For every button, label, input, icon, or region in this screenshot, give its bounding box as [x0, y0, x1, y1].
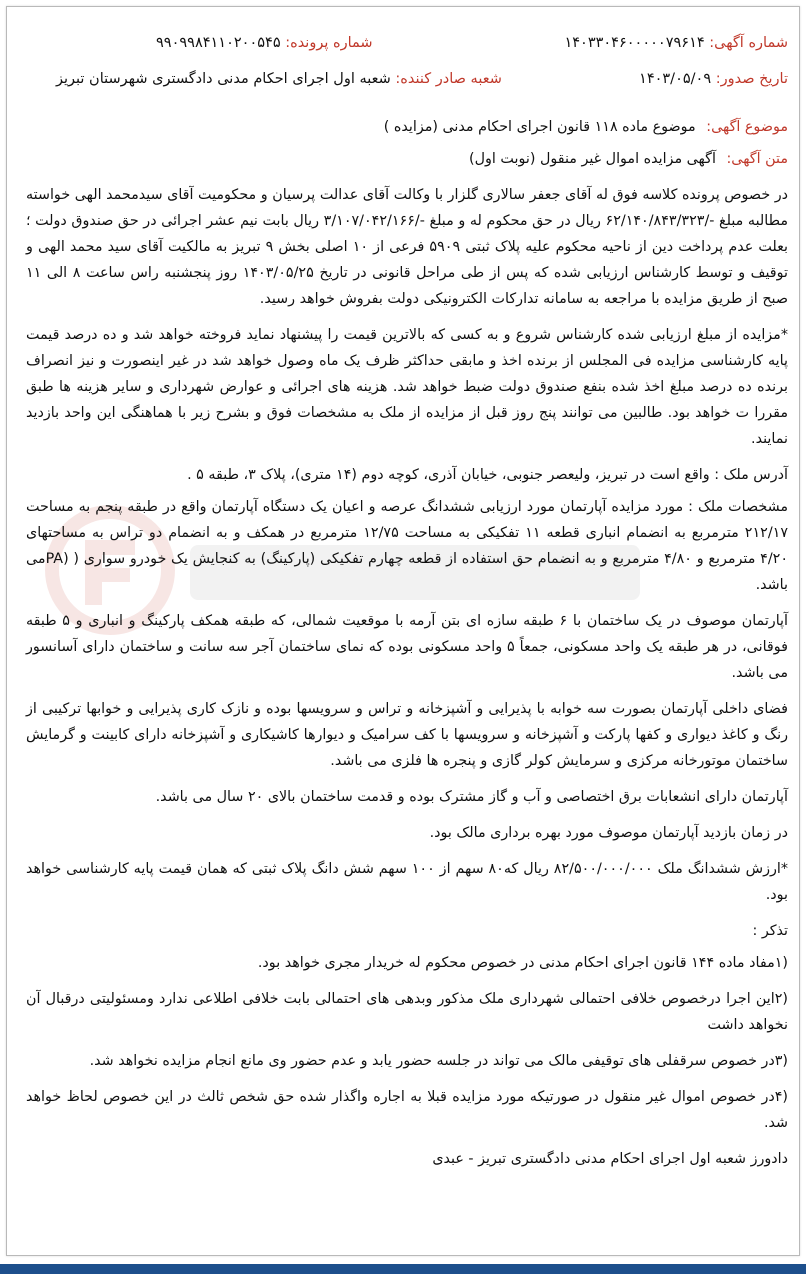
issuer-value: شعبه اول اجرای احکام مدنی دادگستری شهرستان تبریز	[56, 71, 391, 87]
header-row-numbers	[26, 30, 788, 60]
note-3: (۳در خصوص سرقفلی های توقیفی مالک می تواند در جلسه حضور یابد و عدم حضور وی مانع انجام مزایده نخواهد شد.	[89, 1053, 788, 1069]
paragraph-building: آپارتمان موصوف در یک ساختمان با ۶ طبقه سازه ای بتن آرمه با موقعیت شمالی، که طبقه همکف پارکینگ و انباری و ۵ طبقه فوقانی، در هر طبقه یک واحد مسکونی، جمعاً ۵ واحد مسکونی بوده که نمای ساختمان آجر سه سانت و ساختمان دارای آسانسور می باشد.	[26, 613, 789, 681]
paragraph-intro: در خصوص پرونده کلاسه فوق له آقای جعفر سالاری گلزار با وکالت آقای عدالت پرسیان و محکومیت آقای سیدمحمد الهی خواسته مطالبه مبلغ -/۶۲/۱۴۰/۸۴۳/۳۲۳ ریال در حق محکوم له و مبلغ -/۳/۱۰۷/۰۴۲/۱۶۶ ریال بابت نیم عشر اجرائی در حق صندوق دولت ؛ بعلت عدم پرداخت دین از ناحیه محکوم علیه پلاک ثبتی ۵۹۰۹ فرعی از ۱۰ اصلی بخش ۹ تبریز به مالکیت آقای سید محمد الهی و توقیف و توسط کارشناس ارزیابی شده که پس از طی مراحل قانونی در تاریخ ۱۴۰۳/۰۵/۲۵ روز پنجشنبه راس ساعت ۸ الی ۱۱ صبح از طریق مزایده با مراجعه به سامانه تدارکات الکترونیکی دولت بفروش خواهد رسید.	[26, 187, 788, 307]
issue-date	[639, 66, 788, 96]
case-number-label: شماره پرونده:	[285, 35, 373, 51]
issue-date-label: تاریخ صدور:	[715, 71, 788, 87]
ad-number-label: شماره آگهی:	[709, 35, 788, 51]
note-2: (۲این اجرا درخصوص خلافی احتمالی شهرداری ملک مذکور وبدهی های احتمالی بابت خلافی اطلاعی ندارد ومسئولیتی درقبال آن نخواهد داشت	[26, 991, 788, 1033]
issuer	[56, 66, 502, 96]
paragraph-utilities: آپارتمان دارای انشعابات برق اختصاصی و آب و گاز مشترک بوده و قدمت ساختمان بالای ۲۰ سال می باشد.	[155, 789, 788, 805]
body-title-value: آگهی مزایده اموال غیر منقول (نوبت اول)	[469, 151, 716, 167]
paragraph-visit: در زمان بازدید آپارتمان موصوف مورد بهره برداری مالک بود.	[429, 825, 788, 841]
subject-value: موضوع ماده ۱۱۸ قانون اجرای احکام مدنی (مزایده )	[383, 119, 696, 135]
paragraph-auction-terms: *مزایده از مبلغ ارزیابی شده کارشناس شروع و به کسی که بالاترین قیمت را پیشنهاد نماید فروخته خواهد شد و ده درصد قیمت پایه کارشناسی مزایده فی المجلس از برنده اخذ و مابقی حداکثر ظرف یک ماه وصول خواهد شد در غیر اینصورت و نیز انصراف برنده ده درصد مبلغ اخذ شده بنفع صندوق دولت ضبط خواهد شد. هزینه های اجرائی و عوارض شهرداری و سایر هزینه ها طبق مقررا ت خواهد بود. طالبین می توانند پنج روز قبل از مزایده از ملک به مشخصات فوق و بشرح زیر با هماهنگی این واحد بازدید نمایند.	[26, 327, 788, 447]
paragraph-specs: مشخصات ملک : مورد مزایده آپارتمان مورد ارزیابی ششدانگ عرصه و اعیان یک دستگاه آپارتمان واقع در طبقه پنجم به مساحت ۲۱۲/۱۷ مترمربع به انضمام انباری قطعه ۱۱ تفکیکی به مساحت ۱۲/۷۵ مترمربع در همکف و به انضمام دو تراس به مساحتهای ۴/۲۰ مترمربع و ۴/۸۰ مترمربع و به انضمام حق استفاده از قطعه چهارم تفکیکی (پارکینگ) به کنجایش یک خودرو سواری ( (PAمی باشد.	[26, 499, 788, 593]
subject-label: موضوع آگهی:	[706, 119, 788, 135]
body-title-label: متن آگهی:	[726, 151, 788, 167]
note-1: (۱مفاد ماده ۱۴۴ قانون اجرای احکام مدنی در خصوص محکوم له خریدار مجری خواهد بود.	[257, 955, 788, 971]
bottom-bar	[0, 1264, 806, 1274]
paragraph-interior: فضای داخلی آپارتمان بصورت سه خوابه با پذیرایی و آشپزخانه و تراس و سرویسها بوده و نازک کاری پذیرایی و خوابها ترکیبی از رنگ و کاغذ دیواری و کفها پارکت و آشپزخانه و سرویسها با کف سرامیک و دیوارها کاشیکاری و آشپزخانه دارای کابینت و گرمایش ساختمان موتورخانه مرکزی و سرمایش کولر گازی و پنجره ها فلزی می باشد.	[26, 701, 788, 769]
paragraph-address: آدرس ملک : واقع است در تبریز، ولیعصر جنوبی، خیابان آذری، کوچه دوم (۱۴ متری)، پلاک ۳، طبقه ۵ .	[187, 467, 788, 483]
signature: دادورز شعبه اول اجرای احکام مدنی دادگستری تبریز - عبدی	[432, 1151, 788, 1167]
announcement-content	[26, 30, 788, 1182]
ad-number-value: ۱۴۰۳۳۰۴۶۰۰۰۰۰۷۹۶۱۴	[564, 35, 705, 51]
note-4: (۴در خصوص اموال غیر منقول در صورتیکه مورد مزایده قبلا به اجاره واگذار شده حق شخص ثالث در این خصوص لحاظ خواهد شد.	[26, 1089, 788, 1131]
header-row-date-issuer	[26, 66, 788, 96]
case-number-value: ۹۹۰۹۹۸۴۱۱۰۲۰۰۵۴۵	[156, 35, 281, 51]
body-title-line	[26, 146, 788, 172]
notes-heading: تذکر :	[752, 923, 788, 939]
paragraph-value: *ارزش ششدانگ ملک ۸۲/۵۰۰/۰۰۰/۰۰۰ ریال که۸۰ سهم از ۱۰۰ سهم شش دانگ پلاک ثبتی که همان قیمت پایه کارشناسی خواهد بود.	[26, 861, 789, 903]
case-number	[156, 30, 373, 60]
issue-date-value: ۱۴۰۳/۰۵/۰۹	[639, 71, 712, 87]
issuer-label: شعبه صادر کننده:	[395, 71, 502, 87]
ad-number	[564, 30, 788, 60]
subject-line	[26, 114, 788, 140]
